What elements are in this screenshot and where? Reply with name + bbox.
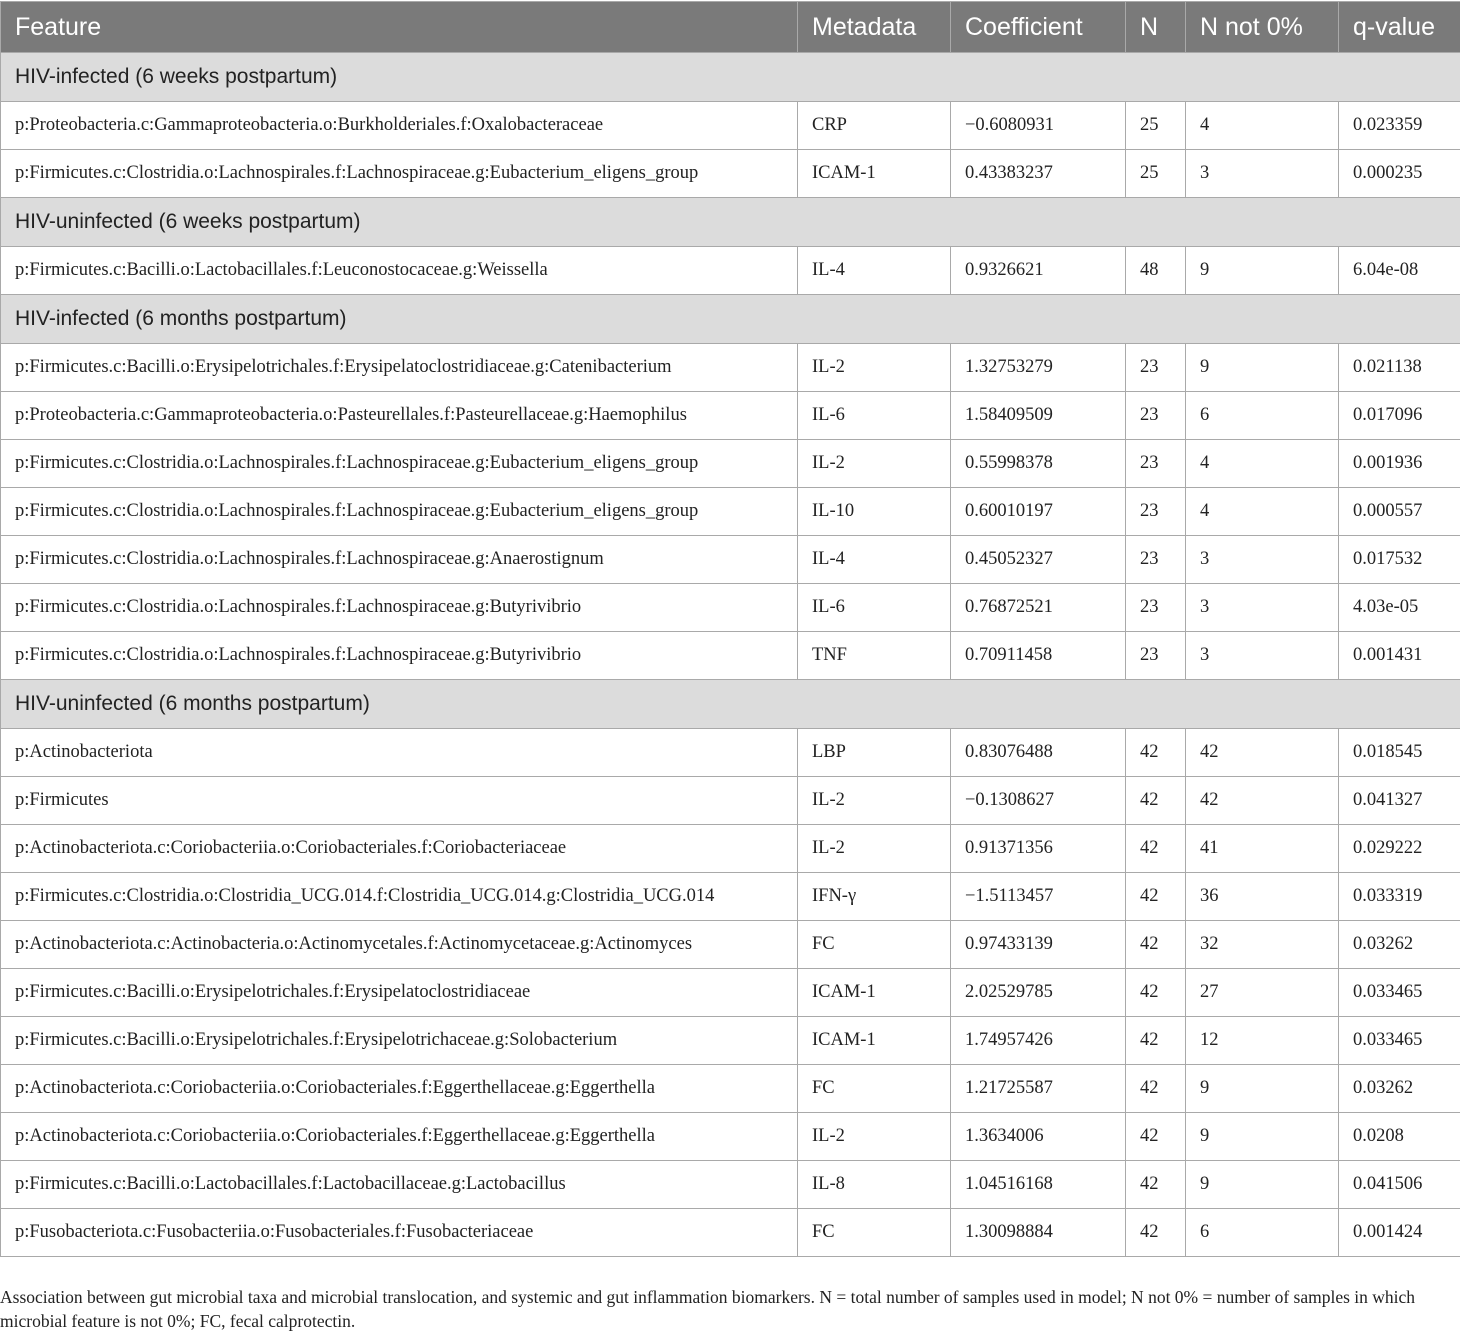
cell-metadata: CRP xyxy=(798,102,951,150)
cell-metadata: ICAM-1 xyxy=(798,969,951,1017)
cell-feature: p:Firmicutes.c:Clostridia.o:Clostridia_UCG.014.f:Clostridia_UCG.014.g:Clostridia_UCG.014 xyxy=(1,873,798,921)
cell-n: 42 xyxy=(1126,1209,1186,1257)
cell-n: 25 xyxy=(1126,150,1186,198)
cell-feature: p:Proteobacteria.c:Gammaproteobacteria.o:Burkholderiales.f:Oxalobacteraceae xyxy=(1,102,798,150)
cell-n: 42 xyxy=(1126,777,1186,825)
cell-q-value: 0.023359 xyxy=(1339,102,1460,150)
header-n-not-0: N not 0% xyxy=(1186,2,1339,53)
cell-q-value: 0.033465 xyxy=(1339,969,1460,1017)
table-row xyxy=(1,729,1460,777)
cell-coefficient: 1.04516168 xyxy=(951,1161,1126,1209)
cell-n: 42 xyxy=(1126,969,1186,1017)
group-header-row xyxy=(1,680,1460,729)
group-title: HIV-uninfected (6 weeks postpartum) xyxy=(1,198,1460,247)
table-row xyxy=(1,440,1460,488)
cell-q-value: 6.04e-08 xyxy=(1339,247,1460,295)
cell-q-value: 0.029222 xyxy=(1339,825,1460,873)
cell-n-not-0: 36 xyxy=(1186,873,1339,921)
cell-q-value: 0.017532 xyxy=(1339,536,1460,584)
cell-metadata: ICAM-1 xyxy=(798,150,951,198)
table-row xyxy=(1,1161,1460,1209)
cell-n: 42 xyxy=(1126,729,1186,777)
cell-coefficient: 0.83076488 xyxy=(951,729,1126,777)
cell-coefficient: −0.6080931 xyxy=(951,102,1126,150)
table-row xyxy=(1,584,1460,632)
cell-metadata: IL-6 xyxy=(798,584,951,632)
cell-feature: p:Firmicutes.c:Bacilli.o:Erysipelotrichales.f:Erysipelatoclostridiaceae xyxy=(1,969,798,1017)
cell-metadata: ICAM-1 xyxy=(798,1017,951,1065)
cell-n: 48 xyxy=(1126,247,1186,295)
cell-metadata: FC xyxy=(798,1209,951,1257)
header-coefficient: Coefficient xyxy=(951,2,1126,53)
cell-coefficient: 0.45052327 xyxy=(951,536,1126,584)
cell-metadata: IL-2 xyxy=(798,1113,951,1161)
group-title: HIV-infected (6 months postpartum) xyxy=(1,295,1460,344)
cell-n-not-0: 9 xyxy=(1186,344,1339,392)
cell-n-not-0: 27 xyxy=(1186,969,1339,1017)
table-row xyxy=(1,1209,1460,1257)
cell-metadata: IL-2 xyxy=(798,440,951,488)
table-row xyxy=(1,102,1460,150)
table-row xyxy=(1,344,1460,392)
cell-q-value: 0.021138 xyxy=(1339,344,1460,392)
cell-coefficient: 0.60010197 xyxy=(951,488,1126,536)
cell-n-not-0: 3 xyxy=(1186,536,1339,584)
group-header-row xyxy=(1,53,1460,102)
table-row xyxy=(1,1113,1460,1161)
cell-feature: p:Firmicutes xyxy=(1,777,798,825)
cell-feature: p:Actinobacteriota.c:Coriobacteriia.o:Coriobacteriales.f:Eggerthellaceae.g:Eggerthella xyxy=(1,1113,798,1161)
cell-n-not-0: 42 xyxy=(1186,729,1339,777)
table-row xyxy=(1,873,1460,921)
cell-metadata: IL-2 xyxy=(798,344,951,392)
cell-feature: p:Actinobacteriota.c:Coriobacteriia.o:Coriobacteriales.f:Eggerthellaceae.g:Eggerthella xyxy=(1,1065,798,1113)
cell-metadata: IL-8 xyxy=(798,1161,951,1209)
group-title: HIV-uninfected (6 months postpartum) xyxy=(1,680,1460,729)
table-row xyxy=(1,921,1460,969)
cell-metadata: FC xyxy=(798,1065,951,1113)
cell-coefficient: −1.5113457 xyxy=(951,873,1126,921)
cell-n: 42 xyxy=(1126,1065,1186,1113)
cell-n-not-0: 4 xyxy=(1186,102,1339,150)
cell-n-not-0: 6 xyxy=(1186,392,1339,440)
cell-n: 23 xyxy=(1126,344,1186,392)
cell-n-not-0: 9 xyxy=(1186,1113,1339,1161)
cell-q-value: 0.041327 xyxy=(1339,777,1460,825)
cell-coefficient: 0.70911458 xyxy=(951,632,1126,680)
cell-feature: p:Firmicutes.c:Bacilli.o:Lactobacillales.f:Lactobacillaceae.g:Lactobacillus xyxy=(1,1161,798,1209)
cell-coefficient: 0.97433139 xyxy=(951,921,1126,969)
table-row xyxy=(1,392,1460,440)
table-row xyxy=(1,632,1460,680)
cell-n: 42 xyxy=(1126,873,1186,921)
cell-q-value: 0.03262 xyxy=(1339,1065,1460,1113)
cell-metadata: IFN-γ xyxy=(798,873,951,921)
cell-metadata: IL-4 xyxy=(798,247,951,295)
cell-n-not-0: 4 xyxy=(1186,440,1339,488)
cell-feature: p:Firmicutes.c:Clostridia.o:Lachnospirales.f:Lachnospiraceae.g:Butyrivibrio xyxy=(1,632,798,680)
table-row xyxy=(1,825,1460,873)
cell-metadata: IL-6 xyxy=(798,392,951,440)
cell-metadata: TNF xyxy=(798,632,951,680)
cell-n-not-0: 9 xyxy=(1186,247,1339,295)
cell-feature: p:Firmicutes.c:Bacilli.o:Erysipelotrichales.f:Erysipelotrichaceae.g:Solobacterium xyxy=(1,1017,798,1065)
cell-coefficient: 0.43383237 xyxy=(951,150,1126,198)
cell-n-not-0: 32 xyxy=(1186,921,1339,969)
header-row xyxy=(1,2,1460,53)
table-row xyxy=(1,1065,1460,1113)
header-feature: Feature xyxy=(1,2,798,53)
cell-n: 42 xyxy=(1126,825,1186,873)
cell-coefficient: 1.74957426 xyxy=(951,1017,1126,1065)
cell-n: 23 xyxy=(1126,536,1186,584)
cell-n: 42 xyxy=(1126,921,1186,969)
cell-metadata: FC xyxy=(798,921,951,969)
table-row xyxy=(1,150,1460,198)
table-row xyxy=(1,488,1460,536)
cell-feature: p:Firmicutes.c:Bacilli.o:Erysipelotrichales.f:Erysipelatoclostridiaceae.g:Catenibacterium xyxy=(1,344,798,392)
cell-feature: p:Firmicutes.c:Clostridia.o:Lachnospirales.f:Lachnospiraceae.g:Butyrivibrio xyxy=(1,584,798,632)
association-table xyxy=(0,1,1460,1257)
cell-feature: p:Firmicutes.c:Clostridia.o:Lachnospirales.f:Lachnospiraceae.g:Eubacterium_eligens_group xyxy=(1,150,798,198)
cell-n: 23 xyxy=(1126,632,1186,680)
cell-feature: p:Actinobacteriota xyxy=(1,729,798,777)
cell-q-value: 0.000557 xyxy=(1339,488,1460,536)
cell-n-not-0: 4 xyxy=(1186,488,1339,536)
cell-feature: p:Fusobacteriota.c:Fusobacteriia.o:Fusobacteriales.f:Fusobacteriaceae xyxy=(1,1209,798,1257)
group-header-row xyxy=(1,295,1460,344)
table-body xyxy=(1,53,1460,1257)
cell-feature: p:Actinobacteriota.c:Coriobacteriia.o:Coriobacteriales.f:Coriobacteriaceae xyxy=(1,825,798,873)
cell-metadata: IL-4 xyxy=(798,536,951,584)
cell-feature: p:Firmicutes.c:Clostridia.o:Lachnospirales.f:Lachnospiraceae.g:Eubacterium_eligens_group xyxy=(1,488,798,536)
cell-coefficient: 0.9326621 xyxy=(951,247,1126,295)
cell-coefficient: 1.3634006 xyxy=(951,1113,1126,1161)
cell-coefficient: 2.02529785 xyxy=(951,969,1126,1017)
cell-n: 42 xyxy=(1126,1161,1186,1209)
cell-q-value: 4.03e-05 xyxy=(1339,584,1460,632)
cell-metadata: IL-10 xyxy=(798,488,951,536)
table-caption: Association between gut microbial taxa and microbial translocation, and systemic and gut inflammation biomarkers. N = total number of samples used in model; N not 0% = number of samples in which microbial feature is not 0%; FC, fecal calprotectin. xyxy=(0,1287,1416,1331)
cell-q-value: 0.018545 xyxy=(1339,729,1460,777)
cell-coefficient: 0.76872521 xyxy=(951,584,1126,632)
table-row xyxy=(1,536,1460,584)
cell-q-value: 0.001424 xyxy=(1339,1209,1460,1257)
cell-n: 23 xyxy=(1126,440,1186,488)
cell-n: 42 xyxy=(1126,1017,1186,1065)
cell-metadata: IL-2 xyxy=(798,777,951,825)
cell-q-value: 0.000235 xyxy=(1339,150,1460,198)
cell-n-not-0: 42 xyxy=(1186,777,1339,825)
cell-q-value: 0.017096 xyxy=(1339,392,1460,440)
header-q-value: q-value xyxy=(1339,2,1460,53)
table-row xyxy=(1,777,1460,825)
cell-n-not-0: 6 xyxy=(1186,1209,1339,1257)
cell-n: 23 xyxy=(1126,488,1186,536)
cell-n: 42 xyxy=(1126,1113,1186,1161)
cell-q-value: 0.03262 xyxy=(1339,921,1460,969)
cell-feature: p:Firmicutes.c:Bacilli.o:Lactobacillales.f:Leuconostocaceae.g:Weissella xyxy=(1,247,798,295)
cell-feature: p:Firmicutes.c:Clostridia.o:Lachnospirales.f:Lachnospiraceae.g:Anaerostignum xyxy=(1,536,798,584)
cell-coefficient: 1.30098884 xyxy=(951,1209,1126,1257)
header-n: N xyxy=(1126,2,1186,53)
cell-coefficient: −0.1308627 xyxy=(951,777,1126,825)
cell-q-value: 0.0208 xyxy=(1339,1113,1460,1161)
cell-feature: p:Actinobacteriota.c:Actinobacteria.o:Actinomycetales.f:Actinomycetaceae.g:Actinomyces xyxy=(1,921,798,969)
table-row xyxy=(1,247,1460,295)
cell-coefficient: 1.21725587 xyxy=(951,1065,1126,1113)
cell-n-not-0: 12 xyxy=(1186,1017,1339,1065)
table-row xyxy=(1,1017,1460,1065)
cell-metadata: IL-2 xyxy=(798,825,951,873)
cell-q-value: 0.001936 xyxy=(1339,440,1460,488)
cell-q-value: 0.033319 xyxy=(1339,873,1460,921)
header-metadata: Metadata xyxy=(798,2,951,53)
cell-n-not-0: 3 xyxy=(1186,584,1339,632)
cell-coefficient: 0.55998378 xyxy=(951,440,1126,488)
cell-q-value: 0.001431 xyxy=(1339,632,1460,680)
cell-n: 23 xyxy=(1126,584,1186,632)
cell-coefficient: 0.91371356 xyxy=(951,825,1126,873)
cell-n-not-0: 3 xyxy=(1186,150,1339,198)
group-header-row xyxy=(1,198,1460,247)
cell-coefficient: 1.32753279 xyxy=(951,344,1126,392)
cell-n-not-0: 9 xyxy=(1186,1065,1339,1113)
cell-feature: p:Proteobacteria.c:Gammaproteobacteria.o:Pasteurellales.f:Pasteurellaceae.g:Haemophilus xyxy=(1,392,798,440)
cell-feature: p:Firmicutes.c:Clostridia.o:Lachnospirales.f:Lachnospiraceae.g:Eubacterium_eligens_group xyxy=(1,440,798,488)
cell-n: 25 xyxy=(1126,102,1186,150)
cell-n: 23 xyxy=(1126,392,1186,440)
cell-metadata: LBP xyxy=(798,729,951,777)
table-row xyxy=(1,969,1460,1017)
cell-q-value: 0.033465 xyxy=(1339,1017,1460,1065)
cell-n-not-0: 9 xyxy=(1186,1161,1339,1209)
cell-n-not-0: 3 xyxy=(1186,632,1339,680)
cell-n-not-0: 41 xyxy=(1186,825,1339,873)
cell-q-value: 0.041506 xyxy=(1339,1161,1460,1209)
group-title: HIV-infected (6 weeks postpartum) xyxy=(1,53,1460,102)
cell-coefficient: 1.58409509 xyxy=(951,392,1126,440)
